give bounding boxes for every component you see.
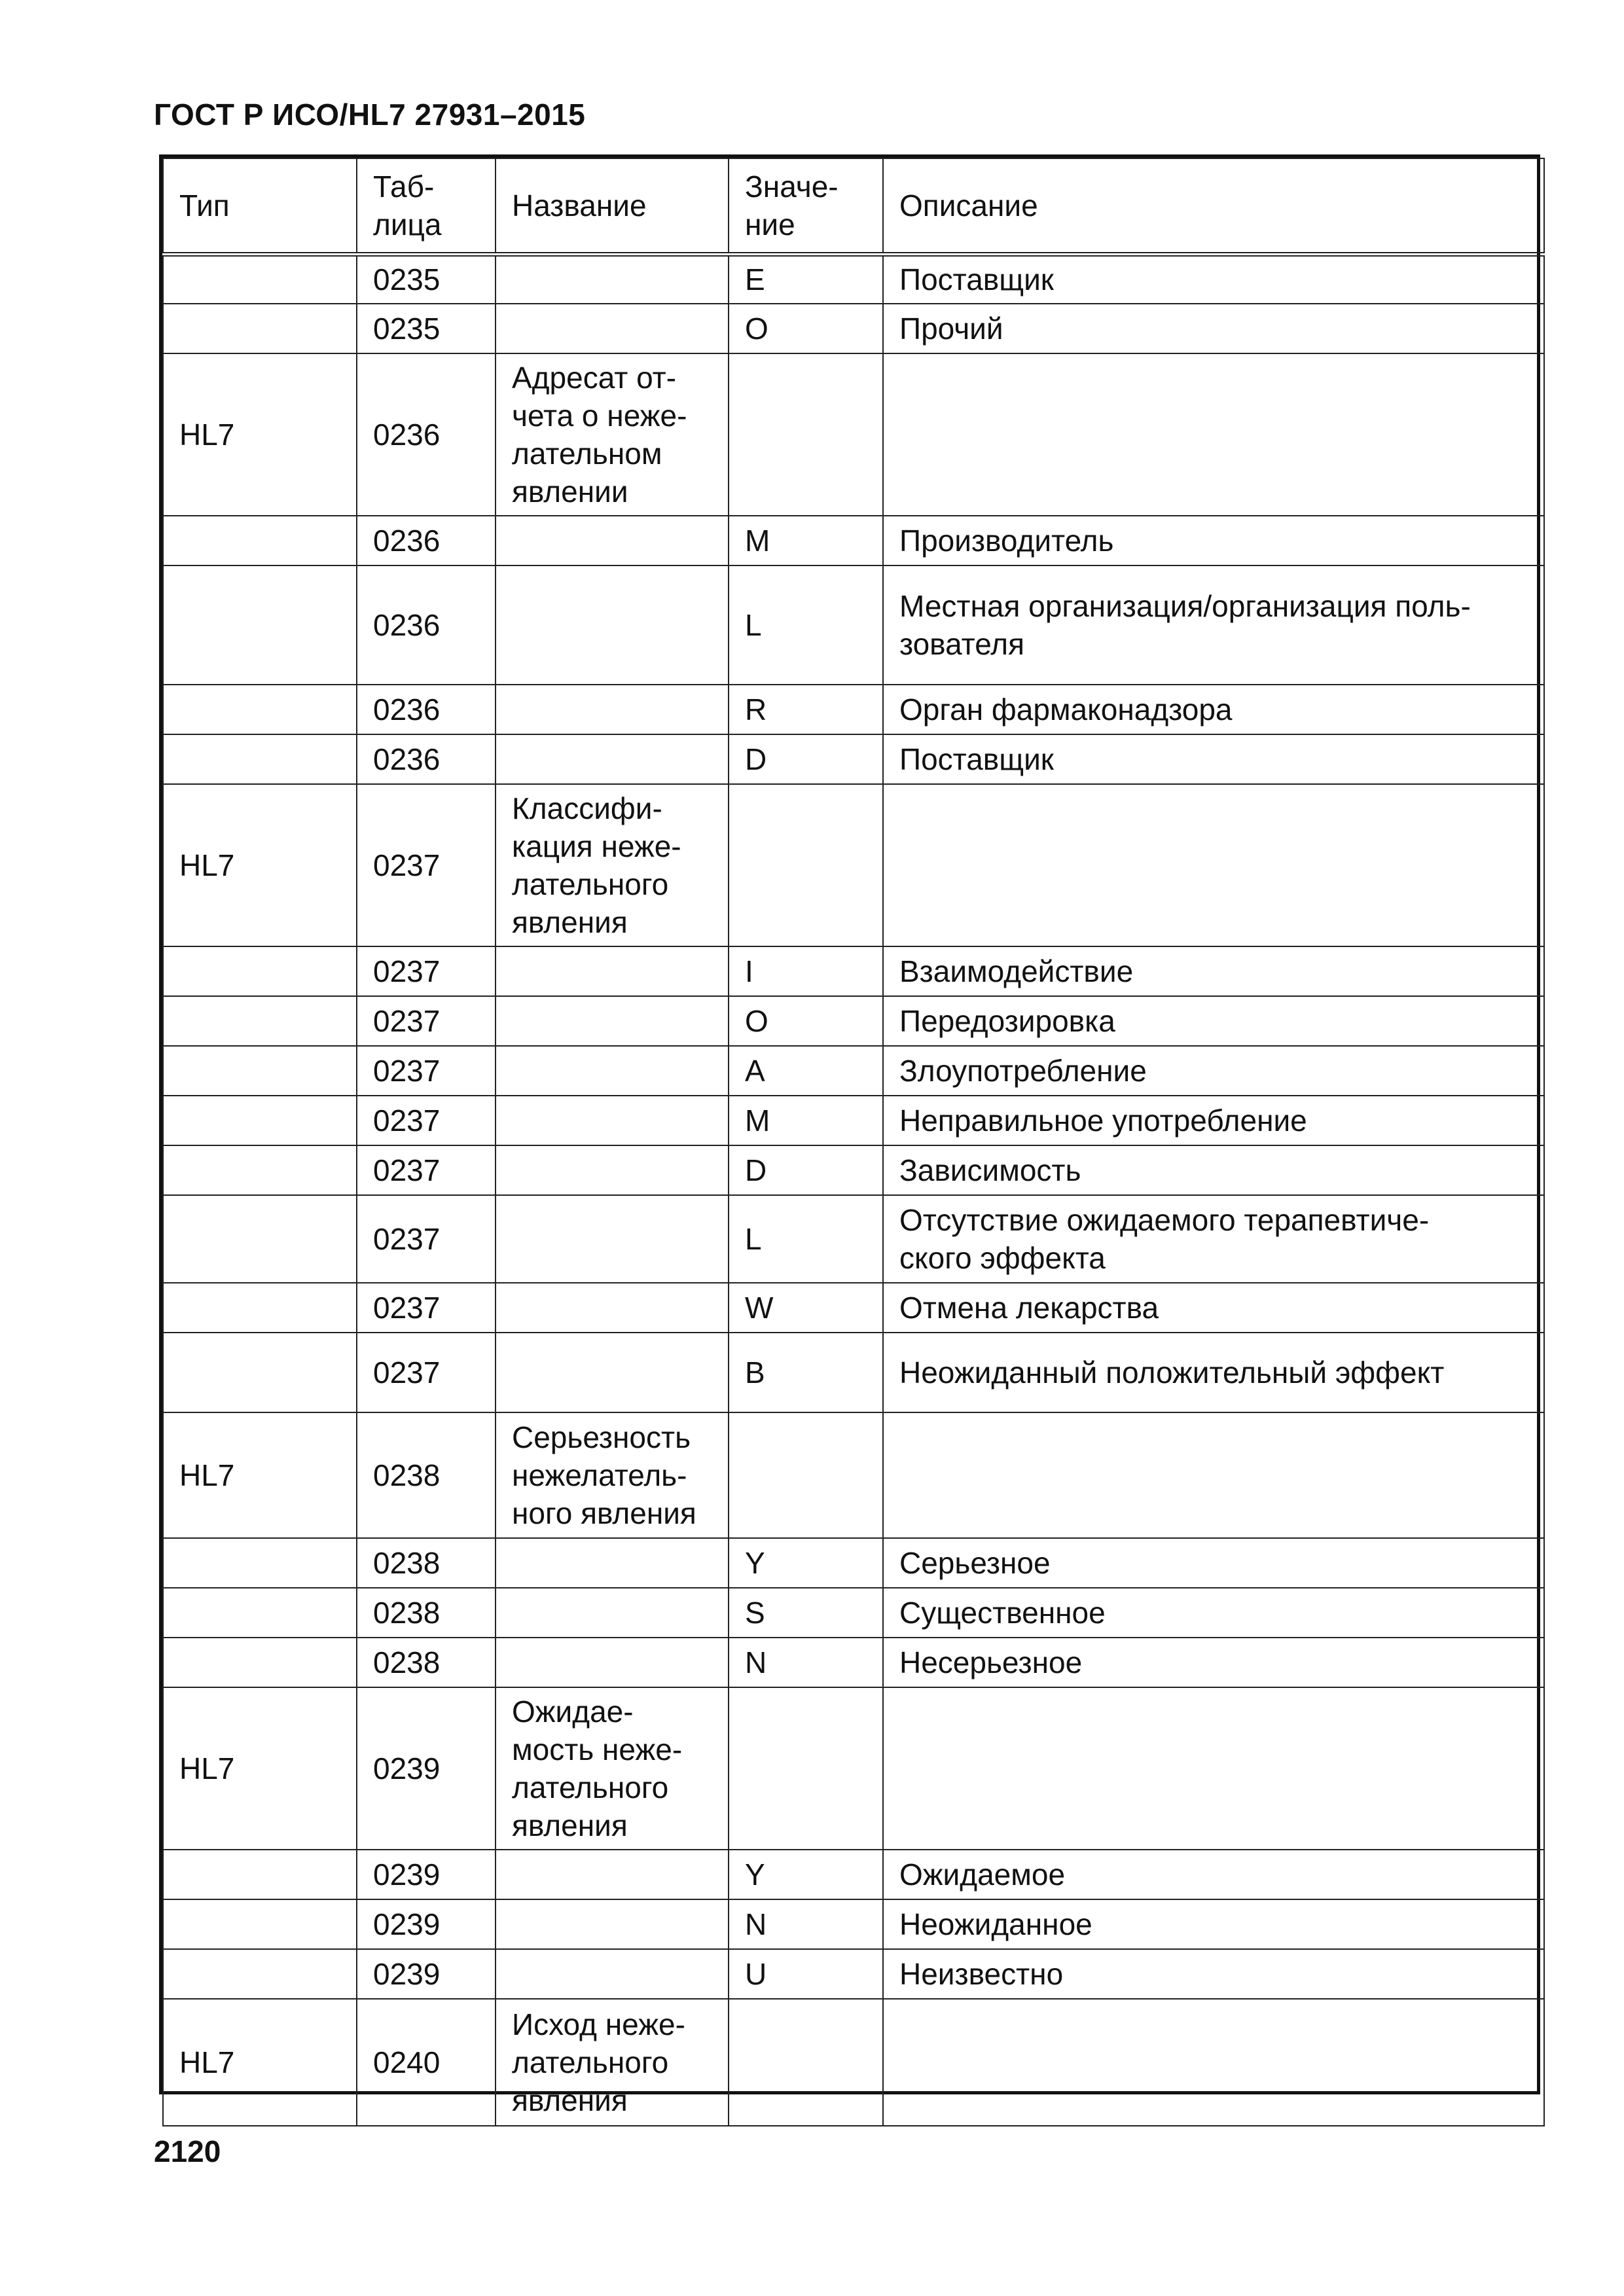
table-row xyxy=(163,1999,1544,2126)
cell-value: Y xyxy=(729,1850,883,1899)
cell-table: 0237 xyxy=(357,1096,496,1145)
table-row xyxy=(163,1850,1544,1899)
column-header-name: Название xyxy=(496,158,729,254)
cell-name xyxy=(496,946,729,996)
cell-description: Зависимость xyxy=(883,1145,1544,1195)
cell-table: 0238 xyxy=(357,1412,496,1538)
table-row xyxy=(163,1195,1544,1283)
table-row xyxy=(163,565,1544,685)
column-header-description: Описание xyxy=(883,158,1544,254)
cell-value: E xyxy=(729,254,883,304)
cell-description xyxy=(883,353,1544,516)
cell-description: Серьезное xyxy=(883,1538,1544,1588)
cell-name xyxy=(496,304,729,353)
cell-value: D xyxy=(729,1145,883,1195)
cell-name: Классифи- кация неже- лательного явления xyxy=(496,784,729,946)
cell-table: 0236 xyxy=(357,565,496,685)
cell-type xyxy=(163,1046,357,1096)
cell-value: B xyxy=(729,1333,883,1412)
cell-type xyxy=(163,734,357,784)
table-row xyxy=(163,1412,1544,1538)
table-row xyxy=(163,1687,1544,1850)
cell-value: O xyxy=(729,996,883,1046)
cell-description: Отсутствие ожидаемого терапевтиче- ского эффекта xyxy=(883,1195,1544,1283)
cell-table: 0235 xyxy=(357,254,496,304)
cell-name xyxy=(496,1538,729,1588)
cell-description: Существенное xyxy=(883,1588,1544,1638)
cell-type xyxy=(163,1283,357,1333)
cell-name xyxy=(496,1638,729,1687)
cell-table: 0239 xyxy=(357,1687,496,1850)
cell-name xyxy=(496,1949,729,1999)
cell-name: Адресат от- чета о неже- лательном явлении xyxy=(496,353,729,516)
cell-value: W xyxy=(729,1283,883,1333)
cell-table: 0237 xyxy=(357,1046,496,1096)
table-row xyxy=(163,734,1544,784)
column-header-value: Значе- ние xyxy=(729,158,883,254)
cell-table: 0239 xyxy=(357,1899,496,1949)
cell-type: HL7 xyxy=(163,1999,357,2126)
cell-type xyxy=(163,516,357,565)
table-header-row xyxy=(163,158,1544,254)
cell-table: 0237 xyxy=(357,996,496,1046)
cell-description: Взаимодействие xyxy=(883,946,1544,996)
cell-table: 0238 xyxy=(357,1638,496,1687)
cell-table: 0238 xyxy=(357,1588,496,1638)
cell-description: Ожидаемое xyxy=(883,1850,1544,1899)
table-row xyxy=(163,685,1544,734)
cell-table: 0237 xyxy=(357,784,496,946)
cell-table: 0237 xyxy=(357,946,496,996)
cell-name xyxy=(496,254,729,304)
cell-value: M xyxy=(729,516,883,565)
cell-table: 0238 xyxy=(357,1538,496,1588)
cell-type xyxy=(163,1096,357,1145)
cell-name xyxy=(496,685,729,734)
cell-type xyxy=(163,1333,357,1412)
cell-description: Прочий xyxy=(883,304,1544,353)
table-body xyxy=(163,254,1544,2126)
cell-name xyxy=(496,1899,729,1949)
table-row xyxy=(163,1538,1544,1588)
document-header: ГОСТ Р ИСО/HL7 27931–2015 xyxy=(154,98,586,132)
cell-type: HL7 xyxy=(163,353,357,516)
cell-table: 0239 xyxy=(357,1850,496,1899)
cell-name xyxy=(496,1145,729,1195)
cell-value: M xyxy=(729,1096,883,1145)
cell-description: Орган фармаконадзора xyxy=(883,685,1544,734)
cell-type: HL7 xyxy=(163,784,357,946)
table-row xyxy=(163,1283,1544,1333)
cell-name xyxy=(496,996,729,1046)
cell-description: Поставщик xyxy=(883,254,1544,304)
table-row xyxy=(163,254,1544,304)
code-table xyxy=(162,158,1545,2126)
table-row xyxy=(163,1096,1544,1145)
table-row xyxy=(163,516,1544,565)
cell-value: I xyxy=(729,946,883,996)
cell-type: HL7 xyxy=(163,1687,357,1850)
table-row xyxy=(163,1588,1544,1638)
cell-type xyxy=(163,1538,357,1588)
cell-table: 0236 xyxy=(357,685,496,734)
cell-name: Серьезность нежелатель- ного явления xyxy=(496,1412,729,1538)
cell-table: 0236 xyxy=(357,734,496,784)
cell-value: N xyxy=(729,1638,883,1687)
table-row xyxy=(163,1046,1544,1096)
cell-type xyxy=(163,996,357,1046)
cell-table: 0237 xyxy=(357,1145,496,1195)
cell-name xyxy=(496,516,729,565)
cell-type xyxy=(163,1145,357,1195)
cell-description: Неизвестно xyxy=(883,1949,1544,1999)
cell-value xyxy=(729,784,883,946)
cell-description xyxy=(883,1412,1544,1538)
cell-description: Неожиданный положительный эффект xyxy=(883,1333,1544,1412)
cell-value xyxy=(729,353,883,516)
table-row xyxy=(163,1899,1544,1949)
cell-value: R xyxy=(729,685,883,734)
cell-description xyxy=(883,1999,1544,2126)
cell-name xyxy=(496,565,729,685)
cell-table: 0240 xyxy=(357,1999,496,2126)
cell-type xyxy=(163,1899,357,1949)
cell-type xyxy=(163,1195,357,1283)
cell-type xyxy=(163,565,357,685)
cell-table: 0236 xyxy=(357,353,496,516)
cell-value xyxy=(729,1412,883,1538)
table-row xyxy=(163,946,1544,996)
cell-name xyxy=(496,1588,729,1638)
table-row xyxy=(163,996,1544,1046)
table-row xyxy=(163,353,1544,516)
cell-description: Несерьезное xyxy=(883,1638,1544,1687)
column-header-type: Тип xyxy=(163,158,357,254)
cell-value: A xyxy=(729,1046,883,1096)
cell-name xyxy=(496,1195,729,1283)
cell-name xyxy=(496,1283,729,1333)
cell-description: Производитель xyxy=(883,516,1544,565)
cell-name xyxy=(496,734,729,784)
cell-description: Передозировка xyxy=(883,996,1544,1046)
cell-description: Отмена лекарства xyxy=(883,1283,1544,1333)
cell-description xyxy=(883,1687,1544,1850)
table-row xyxy=(163,1333,1544,1412)
cell-description xyxy=(883,784,1544,946)
cell-value: N xyxy=(729,1899,883,1949)
cell-value xyxy=(729,1999,883,2126)
cell-type xyxy=(163,1949,357,1999)
cell-table: 0239 xyxy=(357,1949,496,1999)
column-header-table: Таб- лица xyxy=(357,158,496,254)
table-row xyxy=(163,784,1544,946)
cell-table: 0237 xyxy=(357,1195,496,1283)
cell-name xyxy=(496,1850,729,1899)
cell-name: Ожидае- мость неже- лательного явления xyxy=(496,1687,729,1850)
cell-value: U xyxy=(729,1949,883,1999)
cell-type xyxy=(163,1638,357,1687)
cell-type xyxy=(163,946,357,996)
cell-name xyxy=(496,1096,729,1145)
cell-name: Исход неже- лательного явления xyxy=(496,1999,729,2126)
table-row xyxy=(163,1145,1544,1195)
table-row xyxy=(163,1638,1544,1687)
cell-type xyxy=(163,254,357,304)
cell-value: O xyxy=(729,304,883,353)
table-row xyxy=(163,1949,1544,1999)
cell-description: Неправильное употребление xyxy=(883,1096,1544,1145)
cell-type: HL7 xyxy=(163,1412,357,1538)
cell-description: Злоупотребление xyxy=(883,1046,1544,1096)
cell-value: D xyxy=(729,734,883,784)
table-row xyxy=(163,304,1544,353)
cell-value: Y xyxy=(729,1538,883,1588)
cell-table: 0235 xyxy=(357,304,496,353)
code-table-frame xyxy=(159,154,1540,2117)
cell-value: S xyxy=(729,1588,883,1638)
cell-name xyxy=(496,1046,729,1096)
cell-table: 0236 xyxy=(357,516,496,565)
cell-type xyxy=(163,304,357,353)
page-number: 2120 xyxy=(154,2134,221,2168)
cell-type xyxy=(163,1850,357,1899)
cell-value xyxy=(729,1687,883,1850)
cell-value: L xyxy=(729,1195,883,1283)
cell-type xyxy=(163,685,357,734)
cell-value: L xyxy=(729,565,883,685)
cell-table: 0237 xyxy=(357,1333,496,1412)
cell-table: 0237 xyxy=(357,1283,496,1333)
cell-description: Неожиданное xyxy=(883,1899,1544,1949)
cell-description: Поставщик xyxy=(883,734,1544,784)
cell-name xyxy=(496,1333,729,1412)
cell-description: Местная организация/организация поль- зователя xyxy=(883,565,1544,685)
cell-type xyxy=(163,1588,357,1638)
